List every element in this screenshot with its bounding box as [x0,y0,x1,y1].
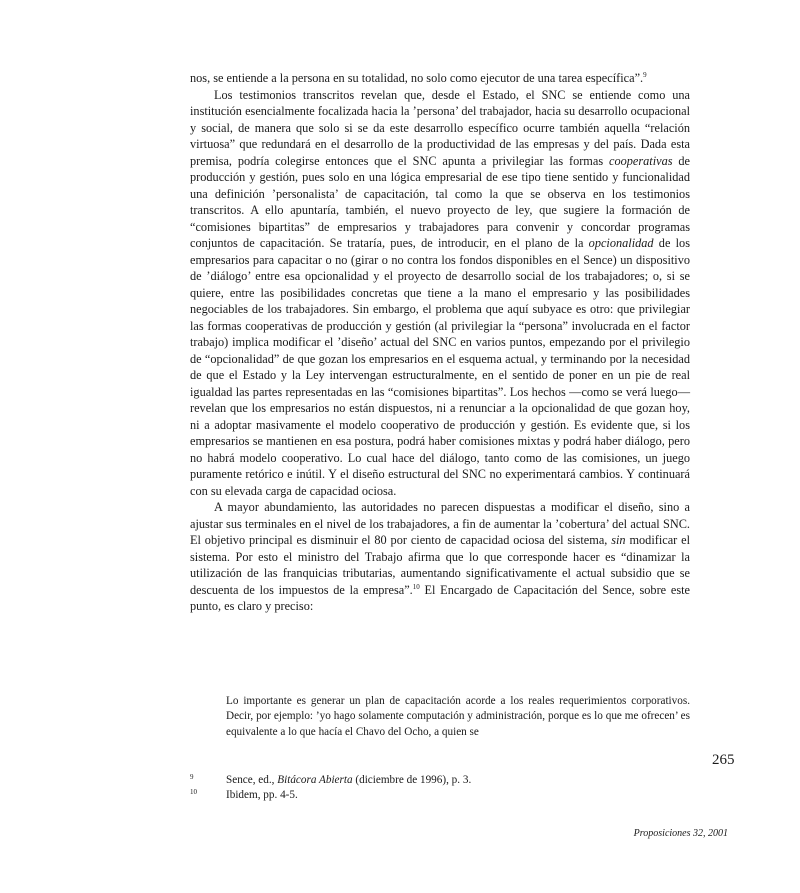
block-quote-text: Lo importante es generar un plan de capacitación acorde a los reales requerimientos corporativos. Decir, por ejemplo: ’yo hago solamente computación y administración, porque es lo que me ofrecen’ es equivalente a lo que hacía el Chavo del Ocho, a quien se [226,695,690,738]
paragraph-mayor-abundamiento: A mayor abundamiento, las autoridades no parecen dispuestas a modificar el diseño, sino a ajustar sus terminales en el nivel de los trabajadores, a fin de aumentar la ’cobertura’ del actual SNC. El objetivo principal es disminuir el 80 por ciento de capacidad ociosa del sistema, sin modificar el sistema. Por esto el ministro del Trabajo afirma que lo que corresponde hacer es “dinamizar la utilización de las franquicias tributarias, aumentando significativamente el actual subsidio que se descuenta de los impuestos de la empresa”.$^{10}$ El Encargado de Capacitación del Sence, sobre este punto, es claro y preciso: [190,500,691,613]
footnote-9: 9 Sence, ed., Bitácora Abierta (diciembre de 1996), p. 3. [190,773,690,788]
footnote-mark: 10 [190,788,197,796]
footnote-ref-9[interactable]: 9 [643,70,647,79]
paragraph-testimonios: Los testimonios transcritos revelan que, desde el Estado, el SNC se entiende como una institución esencialmente focalizada hacia la ’persona’ del trabajador, hacia su desarrollo ocupacional y social, de manera que solo si se da este desarrollo específico ocurre también aquella “relación virtuosa” que redundará en el desarrollo de la productividad de las empresas y del país. Dada esta premisa, podría colegirse entonces que el SNC apunta a privilegiar las formas cooperativas de producción y gestión, pues solo en una lógica empresarial de ese tipo tiene sentido y funcionalidad una definición ’personalista’ de capacitación, tal como la que se observa en los testimonios transcritos. A ello apuntaría, también, el nuevo proyecto de ley, que sugiere la formación de “comisiones bipartitas” de empresarios y trabajadores para convenir y concordar programas conjuntos de capacitación. Se trataría, pues, de introducir, en el plano de la opcionalidad de los empresarios para capacitar o no (girar o no contra los fondos disponibles en el Sence) un dispositivo de ’diálogo’ entre esa opcionalidad y el proyecto de desarrollo social de los trabajadores; o, si se quiere, entre las posibilidades concretas que tiene a la mano el empresario y las posibilidades negociables de los trabajadores. Sin embargo, el problema que aquí subyace es otro: que privilegiar las formas cooperativas de producción y gestión (al privilegiar la “persona” involucrada en el factor trabajo) implica modificar el ’diseño’ actual del SNC en varios puntos, empezando por el privilegio de “opcionalidad” de que gozan los empresarios en el esquema actual, y terminando por la necesidad de que el Estado y la Ley intervengan estructuralmente, en el sentido de poner en un pie de real igualdad las partes representadas en las “comisiones bipartitas”. Los hechos —como se verá luego— revelan que los empresarios no están dispuestos, ni a renunciar a la opcionalidad de que gozan hoy, ni a adoptar masivamente el modelo cooperativo de producción y gestión. Es evidente que, si los empresarios se mantienen en esa postura, podrá haber comisiones mixtas y podrá haber diálogo, pero no habrá modelo cooperativo. Lo cual hace del diálogo, tanto como de las comisiones, un juego puramente retórico e inútil. Y el diseño estructural del SNC no experimentará cambios. Y continuará con su elevada carga de capacidad ociosa. [190,87,690,498]
page-number: 265 [712,752,735,768]
block-quote [226,694,690,740]
footnote-10: 10 Ibidem, pp. 4-5. [190,788,690,803]
running-footer: Proposiciones 32, 2001 [633,828,728,839]
footnote-mark: 9 [190,773,194,781]
paragraph-continued: nos, se entiende a la persona en su totalidad, no solo como ejecutor de una tarea específica”.$^9$ [190,70,647,85]
footnotes [190,773,690,803]
body-text [190,70,690,615]
footnote-ref-10[interactable]: 10 [412,582,420,591]
